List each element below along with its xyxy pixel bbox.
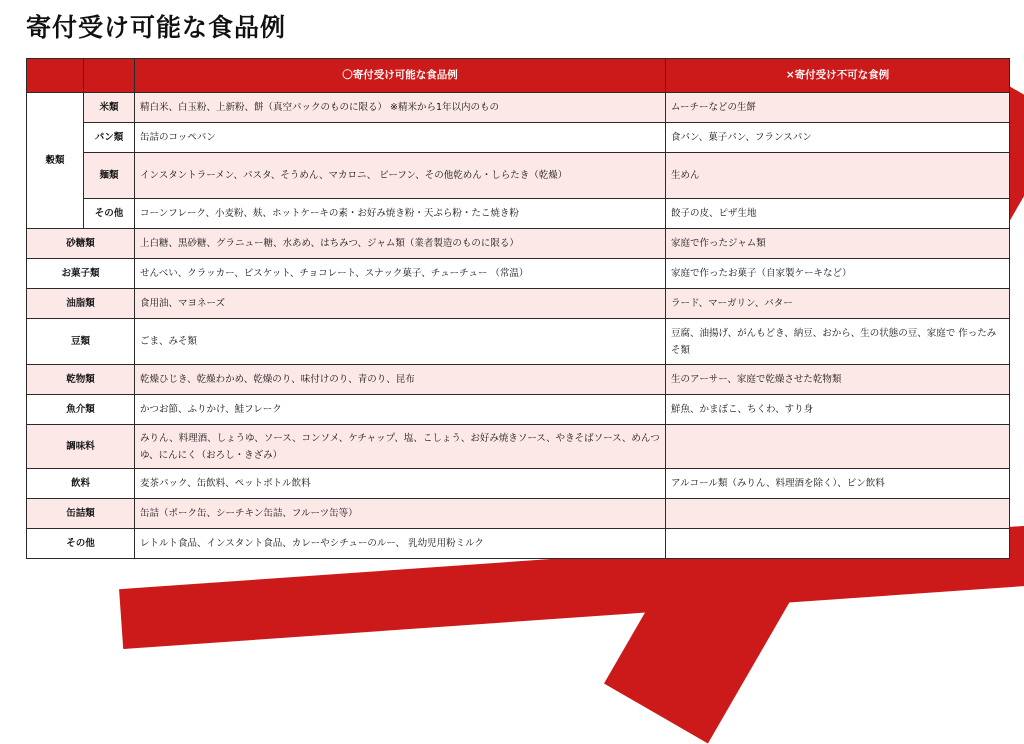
acceptable-items: 缶詰のコッペパン	[135, 123, 666, 153]
acceptable-items: 精白米、白玉粉、上新粉、餅（真空パックのものに限る） ※精米から1年以内のもの	[135, 93, 666, 123]
unacceptable-items: 鮮魚、かまぼこ、ちくわ、すり身	[666, 395, 1010, 425]
table-row	[27, 123, 1010, 153]
table-row	[27, 199, 1010, 229]
acceptable-items: せんべい、クラッカー、ビスケット、チョコレート、スナック菓子、チューチュー （常温）	[135, 259, 666, 289]
unacceptable-items: 生めん	[666, 153, 1010, 199]
unacceptable-items: 生のアーサー、家庭で乾燥させた乾物類	[666, 365, 1010, 395]
category-label: お菓子類	[27, 259, 135, 289]
category-label: 飲料	[27, 469, 135, 499]
category-label: 魚介類	[27, 395, 135, 425]
unacceptable-items: 家庭で作ったお菓子（自家製ケーキなど）	[666, 259, 1010, 289]
acceptable-items: 上白糖、黒砂糖、グラニュー糖、水あめ、はちみつ、ジャム類（業者製造のものに限る）	[135, 229, 666, 259]
category-label: 砂糖類	[27, 229, 135, 259]
unacceptable-items: 餃子の皮、ピザ生地	[666, 199, 1010, 229]
table-row	[27, 469, 1010, 499]
category-label: 調味料	[27, 425, 135, 469]
unacceptable-items	[666, 425, 1010, 469]
header-empty-cell	[27, 59, 84, 93]
acceptable-items: レトルト食品、インスタント食品、カレーやシチューのルー、 乳幼児用粉ミルク	[135, 529, 666, 559]
table-row	[27, 93, 1010, 123]
subcategory-label: パン類	[84, 123, 135, 153]
acceptable-items: かつお節、ふりかけ、鮭フレーク	[135, 395, 666, 425]
acceptable-items: 麦茶パック、缶飲料、ペットボトル飲料	[135, 469, 666, 499]
table-header-row	[27, 59, 1010, 93]
table-row	[27, 395, 1010, 425]
table-row	[27, 259, 1010, 289]
acceptable-items: インスタントラーメン、パスタ、そうめん、マカロニ、 ビーフン、その他乾めん・しらたき（乾燥）	[135, 153, 666, 199]
header-empty-cell	[84, 59, 135, 93]
table-row	[27, 425, 1010, 469]
acceptable-items: ごま、みそ類	[135, 319, 666, 365]
unacceptable-items: 家庭で作ったジャム類	[666, 229, 1010, 259]
table-row	[27, 529, 1010, 559]
table-row	[27, 365, 1010, 395]
subcategory-label: 米類	[84, 93, 135, 123]
category-label: 缶詰類	[27, 499, 135, 529]
table-row	[27, 289, 1010, 319]
header-acceptable: 〇寄付受け可能な食品例	[135, 59, 666, 93]
category-label: 乾物類	[27, 365, 135, 395]
unacceptable-items: ムーチーなどの生餅	[666, 93, 1010, 123]
table-row	[27, 153, 1010, 199]
category-label: その他	[27, 529, 135, 559]
page-title: 寄付受け可能な食品例	[26, 13, 287, 42]
unacceptable-items: ラード、マーガリン、バター	[666, 289, 1010, 319]
unacceptable-items: アルコール類（みりん、料理酒を除く）、ビン飲料	[666, 469, 1010, 499]
category-label: 豆類	[27, 319, 135, 365]
table-row	[27, 229, 1010, 259]
acceptable-items: 缶詰（ポーク缶、シーチキン缶詰、フルーツ缶等）	[135, 499, 666, 529]
unacceptable-items: 食パン、菓子パン、フランスパン	[666, 123, 1010, 153]
acceptable-items: コーンフレーク、小麦粉、麸、ホットケーキの素・お好み焼き粉・天ぷら粉・たこ焼き粉	[135, 199, 666, 229]
acceptable-items: みりん、料理酒、しょうゆ、ソース、コンソメ、ケチャップ、塩、こしょう、お好み焼きソース、やきそばソース、めんつゆ、にんにく（おろし・きざみ）	[135, 425, 666, 469]
unacceptable-items: 豆腐、油揚げ、がんもどき、納豆、おから、生の状態の豆、家庭で 作ったみそ類	[666, 319, 1010, 365]
food-donation-table	[26, 58, 1010, 559]
acceptable-items: 乾燥ひじき、乾燥わかめ、乾燥のり、味付けのり、青のり、昆布	[135, 365, 666, 395]
subcategory-label: その他	[84, 199, 135, 229]
category-label: 油脂類	[27, 289, 135, 319]
category-grains: 穀類	[27, 93, 84, 229]
table-row	[27, 319, 1010, 365]
subcategory-label: 麺類	[84, 153, 135, 199]
table-row	[27, 499, 1010, 529]
unacceptable-items	[666, 499, 1010, 529]
acceptable-items: 食用油、マヨネーズ	[135, 289, 666, 319]
unacceptable-items	[666, 529, 1010, 559]
header-not-acceptable: ×寄付受け不可な食例	[666, 59, 1010, 93]
